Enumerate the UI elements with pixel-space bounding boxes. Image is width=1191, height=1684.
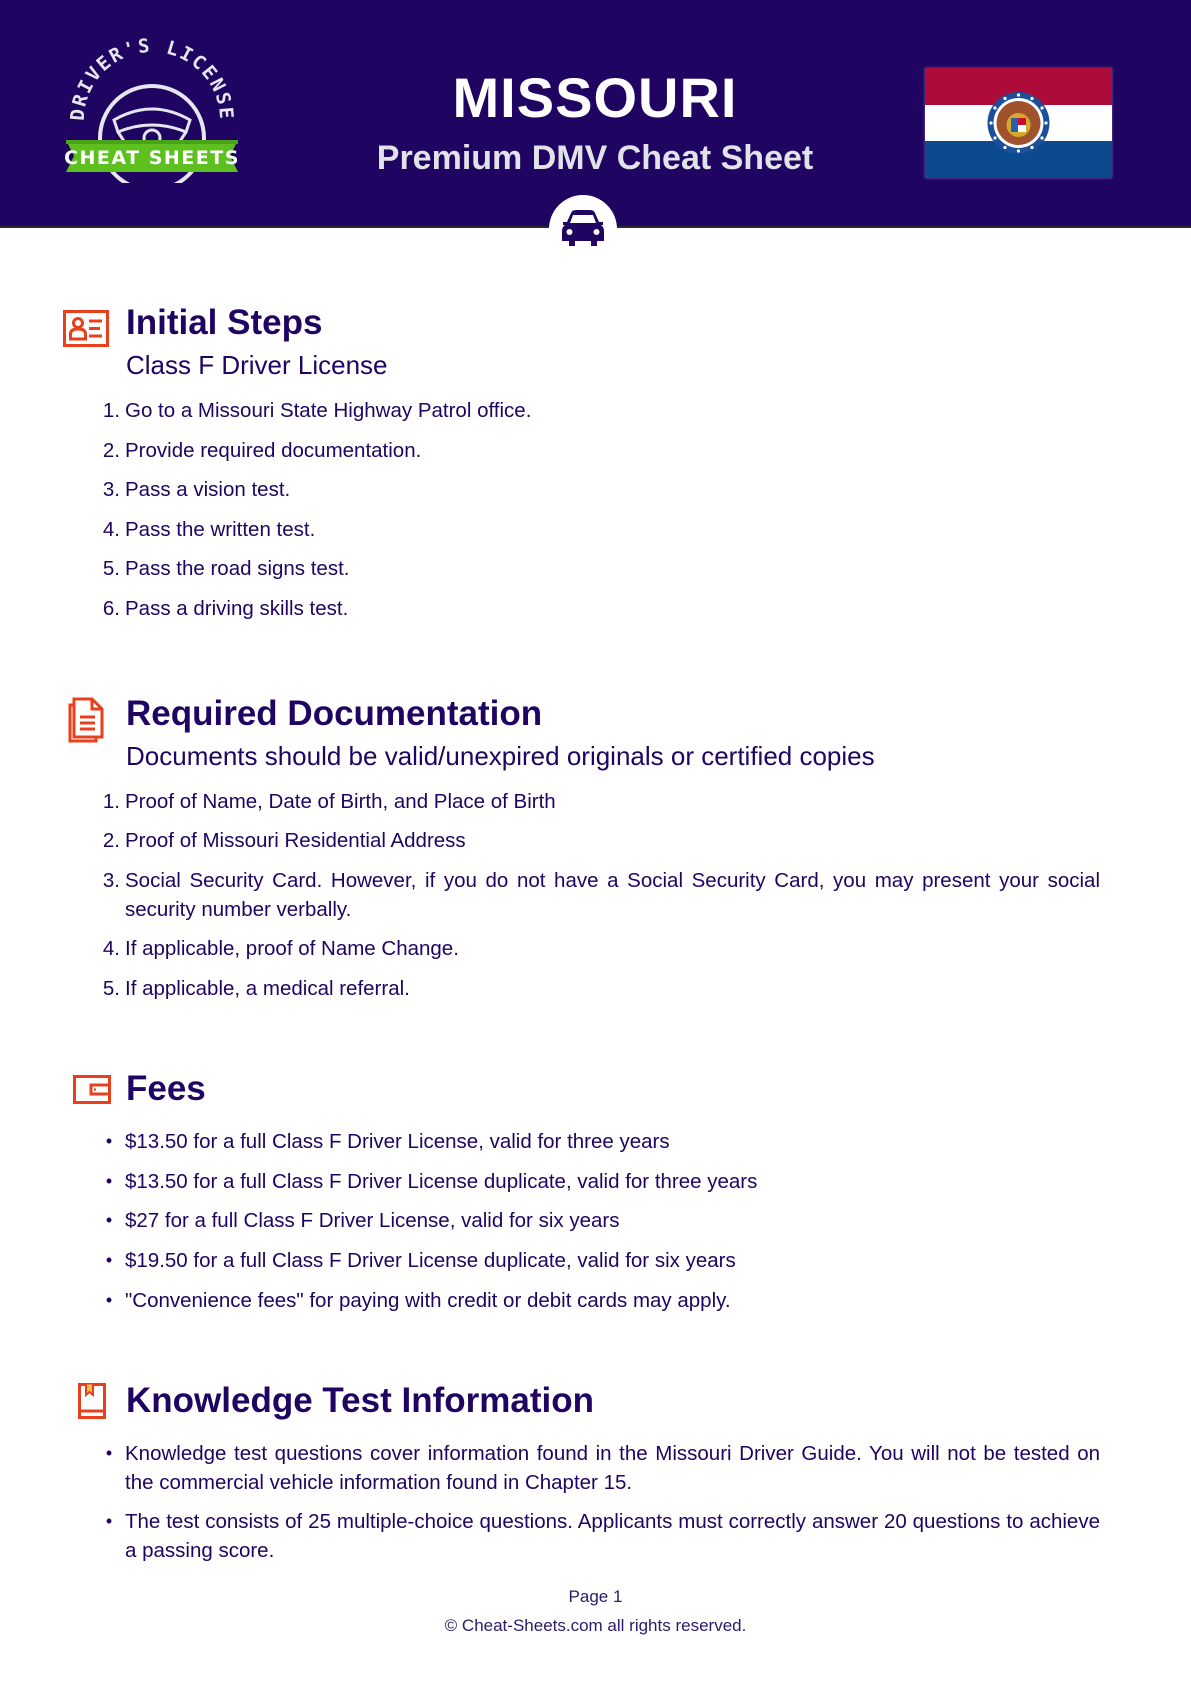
list-item: 3. Pass a vision test. [102,478,291,501]
section-subtitle: Class F Driver License [126,350,388,380]
id-card-icon [63,310,109,347]
section-title: Fees [126,1069,206,1108]
car-icon [561,209,605,247]
list-item: 2. Provide required documentation. [102,439,422,462]
state-title: MISSOURI [452,66,738,129]
section-title: Initial Steps [126,303,323,342]
missouri-flag [925,68,1112,178]
list-item: 3. Social Security Card. However, if you do not have a Social Security Card, you may present your social security number verbally. [102,869,1100,921]
page-number: Page 1 [568,1587,623,1606]
list-item: 1. Proof of Name, Date of Birth, and Place of Birth [102,790,556,813]
svg-text:DRIVER'S LICENSE: DRIVER'S LICENSE [66,34,238,122]
documents-icon [68,697,104,743]
list-item: • The test consists of 25 multiple-choice questions. Applicants must correctly answer 20 questions to achieve a passing score. [105,1510,1100,1562]
page-subtitle: Premium DMV Cheat Sheet [376,139,814,177]
list-item: 6. Pass a driving skills test. [102,597,349,620]
section-title: Required Documentation [126,694,543,733]
section-title: Knowledge Test Information [126,1381,594,1420]
list-item: 5. Pass the road signs test. [102,557,350,580]
drivers-license-cheat-sheets-logo [62,28,242,183]
wallet-icon [73,1075,111,1104]
list-item: 2. Proof of Missouri Residential Address [102,829,466,852]
svg-text:CHEAT SHEETS: CHEAT SHEETS [64,147,240,169]
list-item: • Knowledge test questions cover information found in the Missouri Driver Guide. You will not be tested on the commercial vehicle information found in Chapter 15. [105,1442,1100,1494]
car-badge [549,195,617,263]
list-item: 1. Go to a Missouri State Highway Patrol office. [102,399,532,422]
steering-wheel-icon [62,28,242,183]
list-item: • $27 for a full Class F Driver License, valid for six years [105,1209,620,1232]
list-item: • "Convenience fees" for paying with credit or debit cards may apply. [105,1289,731,1312]
section-subtitle: Documents should be valid/unexpired originals or certified copies [126,741,875,771]
list-item: • $13.50 for a full Class F Driver License, valid for three years [105,1130,670,1153]
list-item: 4. If applicable, proof of Name Change. [102,937,459,960]
list-item: • $13.50 for a full Class F Driver License duplicate, valid for three years [105,1170,758,1193]
page-header [0,0,1191,228]
list-item: • $19.50 for a full Class F Driver License duplicate, valid for six years [105,1249,736,1272]
list-item: 4. Pass the written test. [102,518,316,541]
list-item: 5. If applicable, a medical referral. [102,977,410,1000]
copyright-notice: © Cheat-Sheets.com all rights reserved. [444,1616,747,1635]
book-icon [78,1383,106,1419]
